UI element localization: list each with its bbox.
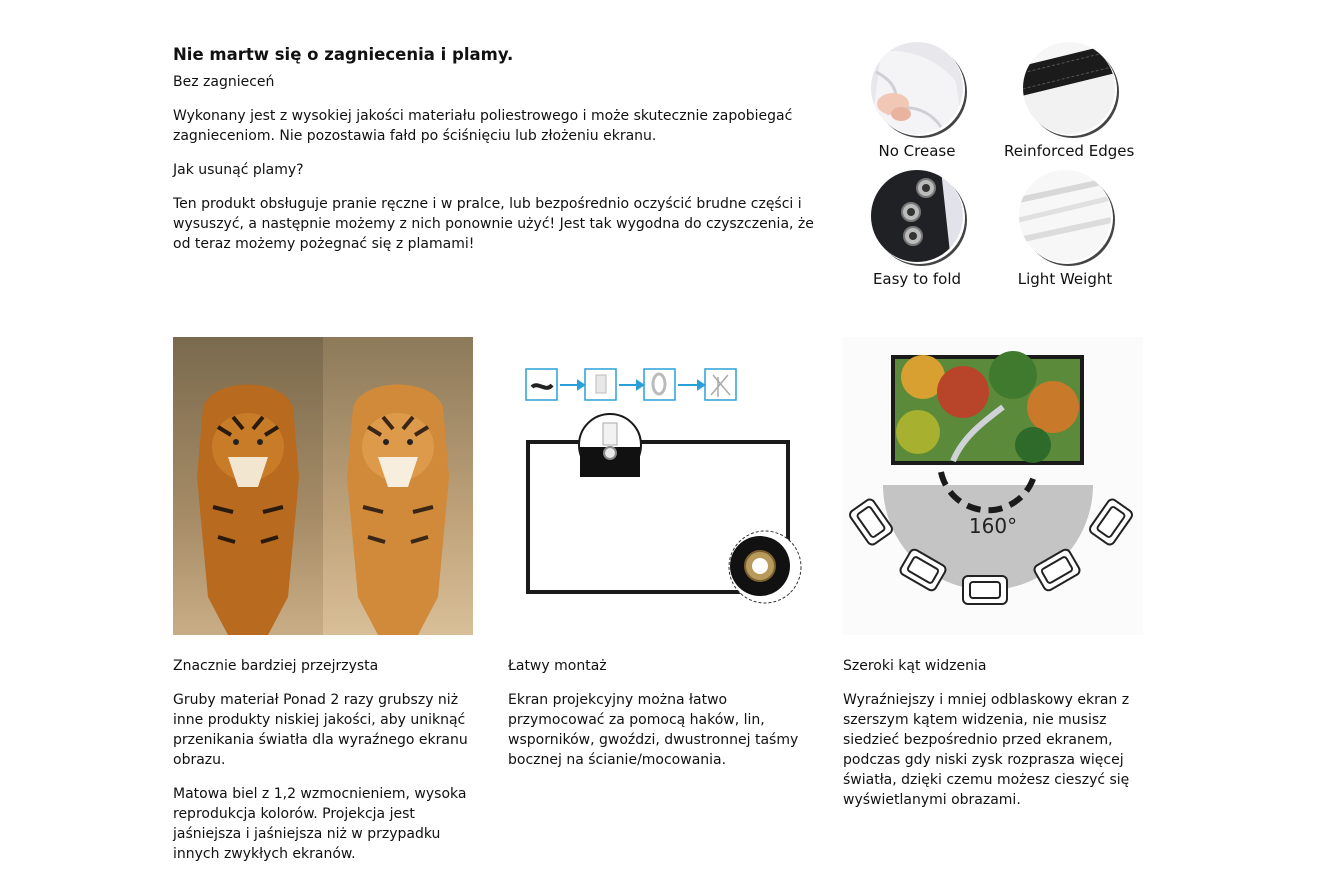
- crumpled-fabric-icon: [871, 42, 963, 134]
- column-viewing-angle: [843, 656, 1143, 810]
- feature-light-weight: [1000, 170, 1130, 288]
- tiger-left: [197, 385, 299, 636]
- mounting-diagram: [508, 337, 808, 635]
- column-paragraph: Wyraźniejszy i mniej odblaskowy ekran z szerszym kątem widzenia, nie musisz siedzieć bezpośrednio przed ekranem, podczas gdy niski zysk rozprasza więcej światła, dzięki czemu możesz cieszyć się wyświetlanymi obrazami.: [843, 692, 1130, 808]
- section-subtitle: Bez zagnieceń: [173, 74, 275, 90]
- grommet-fabric-icon: [871, 170, 963, 262]
- crease-section: [173, 44, 833, 254]
- section-title: Nie martw się o zagniecenia i plamy.: [173, 45, 514, 64]
- feature-label: No Crease: [878, 142, 956, 160]
- feature-reinforced-edges: [1004, 42, 1134, 160]
- no-crease-paragraph: Wykonany jest z wysokiej jakości materiału poliestrowego i może skutecznie zapobiegać zagnieceniom. Nie pozostawia fałd po ściśnięciu lub złożeniu ekranu.: [173, 108, 793, 144]
- feature-label: Reinforced Edges: [1004, 142, 1135, 160]
- column-paragraph: Ekran projekcyjny można łatwo przymocować za pomocą haków, lin, wsporników, gwoździ, dwustronnej taśmy bocznej na ścianie/mocowania.: [508, 692, 799, 768]
- column-heading: Szeroki kąt widzenia: [843, 658, 987, 674]
- viewing-angle-label: 160°: [968, 514, 1018, 538]
- light-fabric-icon: [1019, 170, 1111, 262]
- sofa-icon: [963, 576, 1007, 604]
- column-mounting: [508, 656, 808, 770]
- feature-easy-to-fold: [852, 170, 982, 288]
- feature-label: Easy to fold: [872, 270, 962, 288]
- tiger-right: [347, 385, 449, 636]
- column-heading: Znacznie bardziej przejrzysta: [173, 658, 379, 674]
- feature-no-crease: [852, 42, 982, 160]
- column-clarity: [173, 656, 473, 864]
- cleaning-paragraph: Ten produkt obsługuje pranie ręczne i w pralce, lub bezpośrednio oczyścić brudne części i wysuszyć, a następnie możemy z nich ponownie użyć! Jest tak wygodna do czyszczenia, że od teraz możemy pożegnać się z plamami!: [173, 196, 814, 252]
- stain-question: Jak usunąć plamy?: [173, 162, 304, 178]
- tiger-comparison-image: [173, 337, 473, 635]
- column-heading: Łatwy montaż: [508, 658, 607, 674]
- viewing-angle-diagram: [843, 337, 1143, 635]
- reinforced-edge-icon: [1023, 42, 1115, 134]
- column-paragraph: Matowa biel z 1,2 wzmocnieniem, wysoka reprodukcja kolorów. Projekcja jest jaśniejsza i jaśniejsza niż w przypadku innych zwykłych ekranów.: [173, 786, 467, 862]
- column-paragraph: Gruby materiał Ponad 2 razy grubszy niż inne produkty niskiej jakości, aby uniknąć przenikania światła dla wyraźnego ekranu obrazu.: [173, 692, 468, 768]
- feature-label: Light Weight: [1017, 270, 1113, 288]
